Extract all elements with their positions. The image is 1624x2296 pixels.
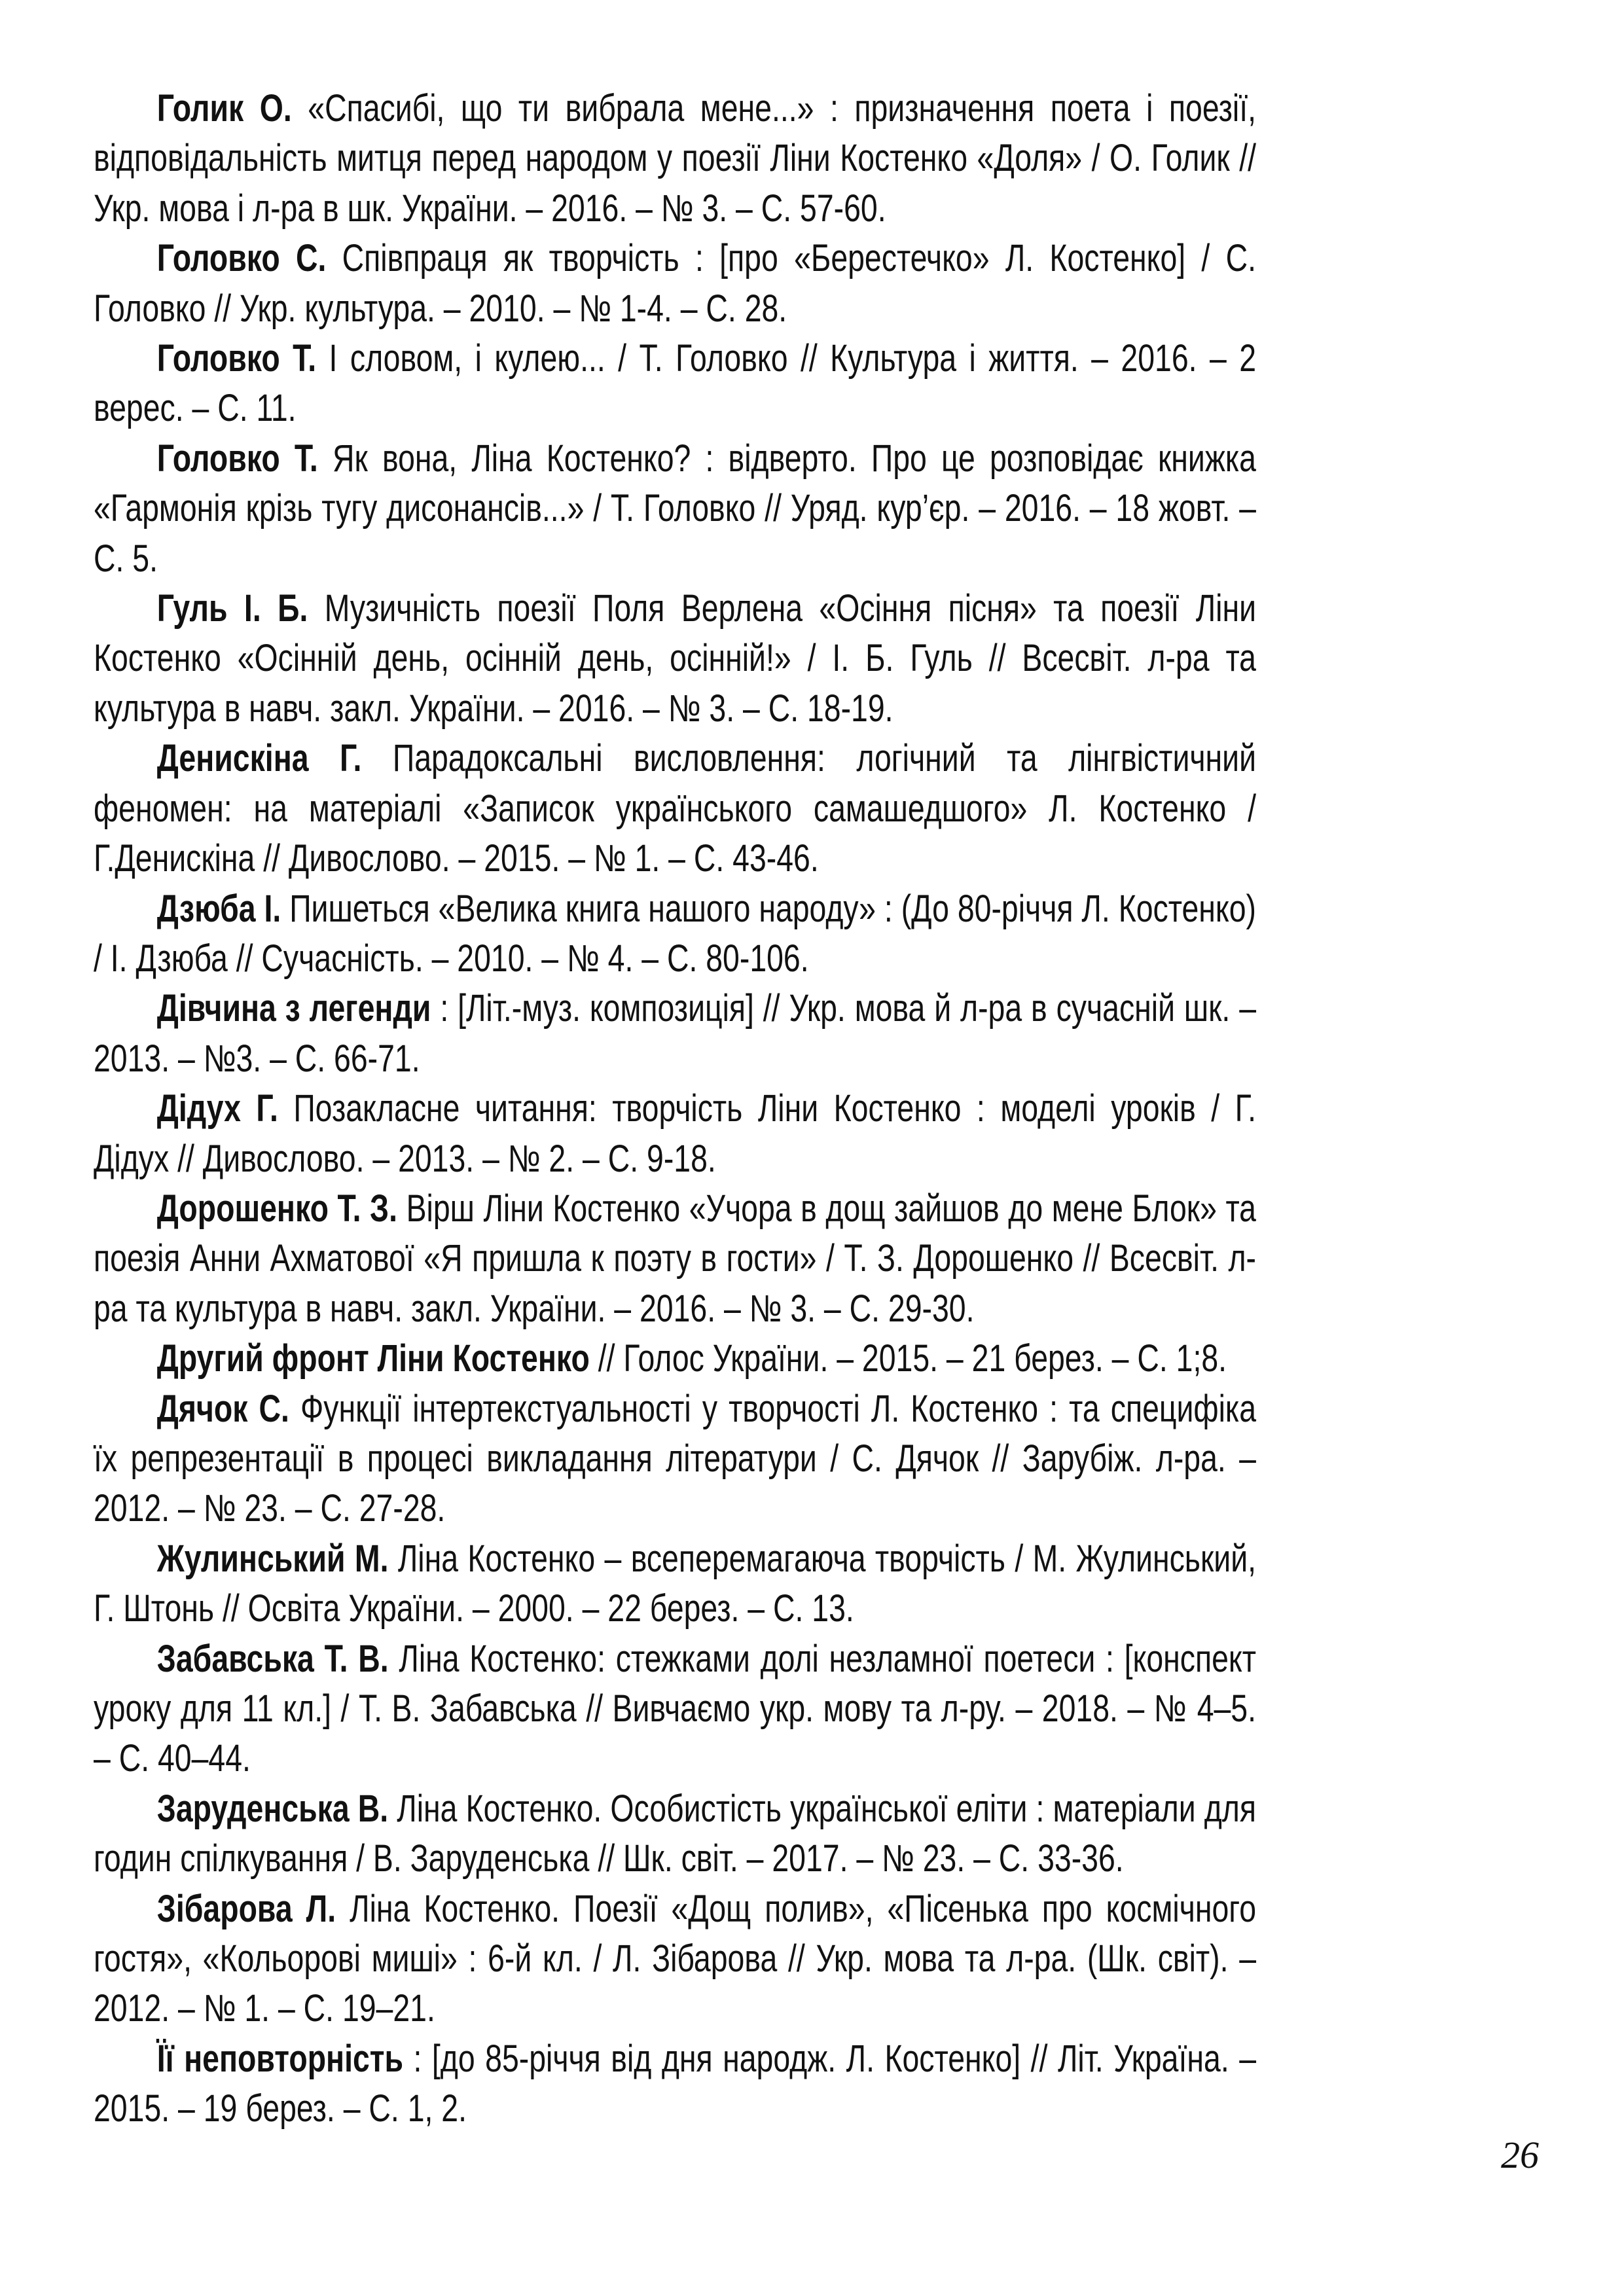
entry-text: Функції інтертекстуальності у творчості Л. Костенко : та специфіка їх репрезентації в процесі викладання літератури / С. Дячок // Зарубіж. л-ра. – 2012. – № 23. – С. 27-28. bbox=[94, 1387, 1257, 1530]
entry-text: : [до 85-річчя від дня народж. Л. Костенко] // Літ. Україна. – 2015. – 19 берез. – С. 1, 2. bbox=[94, 2037, 1256, 2130]
entry-text: Ліна Костенко – всеперемагаюча творчість / М. Жулинський, Г. Штонь // Освіта України. – 2000. – 22 берез. – С. 13. bbox=[94, 1537, 1256, 1630]
bibliography-entry bbox=[94, 584, 1256, 734]
bibliography-entry bbox=[94, 1784, 1256, 1884]
entry-author: Дзюба І. bbox=[156, 887, 281, 930]
bibliography-entry bbox=[94, 1384, 1256, 1534]
bibliography-list bbox=[94, 84, 1256, 2134]
entry-author: Другий фронт Ліни Костенко bbox=[156, 1337, 590, 1380]
page-number: 26 bbox=[1501, 2134, 1539, 2176]
entry-author: Дорошенко Т. З. bbox=[156, 1187, 398, 1230]
entry-author: Дячок С. bbox=[156, 1387, 289, 1430]
entry-text: : [Літ.-муз. композиція] // Укр. мова й л-ра в сучасній шк. – 2013. – №3. – С. 66-71. bbox=[94, 987, 1256, 1080]
bibliography-entry bbox=[94, 1884, 1256, 2034]
entry-author: Заруденська В. bbox=[156, 1787, 389, 1830]
bibliography-entry bbox=[94, 434, 1256, 584]
bibliography-entry bbox=[94, 234, 1256, 334]
entry-text: Парадоксальні висловлення: логічний та лінгвістичний феномен: на матеріалі «Записок українського самашедшого» Л. Костенко / Г.Денискіна // Дивослово. – 2015. – № 1. – С. 43-46. bbox=[94, 737, 1256, 880]
bibliography-entry bbox=[94, 84, 1256, 234]
bibliography-entry bbox=[94, 2034, 1256, 2134]
bibliography-entry bbox=[94, 884, 1256, 984]
bibliography-entry bbox=[94, 734, 1256, 884]
bibliography-entry bbox=[94, 1534, 1256, 1634]
bibliography-entry bbox=[94, 1084, 1256, 1184]
entry-text: Пишеться «Велика книга нашого народу» : (До 80-річчя Л. Костенко) / І. Дзюба // Сучасність. – 2010. – № 4. – С. 80-106. bbox=[94, 887, 1256, 980]
entry-text: Ліна Костенко. Особистість української еліти : матеріали для годин спілкування / В. Заруденська // Шк. світ. – 2017. – № 23. – С. 33-36. bbox=[94, 1787, 1257, 1880]
entry-author: Зібарова Л. bbox=[156, 1887, 336, 1930]
entry-text: Співпраця як творчість : [про «Берестечко» Л. Костенко] / С. Головко // Укр. культура. – 2010. – № 1-4. – С. 28. bbox=[94, 237, 1257, 330]
entry-author: Забавська Т. В. bbox=[156, 1637, 389, 1680]
bibliography-entry bbox=[94, 1634, 1256, 1784]
entry-author: Її неповторність bbox=[156, 2037, 404, 2080]
entry-text: І словом, і кулею... / Т. Головко // Культура і життя. – 2016. – 2 верес. – С. 11. bbox=[94, 337, 1256, 430]
entry-text: Позакласне читання: творчість Ліни Костенко : моделі уроків / Г. Дідух // Дивослово. – 2013. – № 2. – С. 9-18. bbox=[94, 1087, 1256, 1180]
bibliography-entry bbox=[94, 984, 1256, 1084]
entry-author: Денискіна Г. bbox=[156, 737, 362, 780]
entry-text: Ліна Костенко. Поезії «Дощ полив», «Пісенька про космічного гостя», «Кольорові миші» : 6-й кл. / Л. Зібарова // Укр. мова та л-ра. (Шк. світ). – 2012. – № 1. – С. 19–21. bbox=[94, 1887, 1256, 2030]
entry-text: Вірш Ліни Костенко «Учора в дощ зайшов до мене Блок» та поезія Анни Ахматової «Я пришла к поэту в гости» / Т. З. Дорошенко // Всесвіт. л-ра та культура в навч. закл. України. – 2016. – № 3. – С. 29-30. bbox=[94, 1187, 1256, 1330]
entry-text: Ліна Костенко: стежками долі незламної поетеси : [конспект уроку для 11 кл.] / Т. В. Забавська // Вивчаємо укр. мову та л-ру. – 2018. – № 4–5. – С. 40–44. bbox=[94, 1637, 1256, 1780]
entry-author: Дідух Г. bbox=[156, 1087, 278, 1130]
entry-text: // Голос України. – 2015. – 21 берез. – С. 1;8. bbox=[589, 1337, 1227, 1380]
entry-author: Гуль І. Б. bbox=[156, 587, 308, 630]
entry-author: Головко Т. bbox=[156, 337, 317, 380]
entry-text: Музичність поезії Поля Верлена «Осіння пісня» та поезії Ліни Костенко «Осінній день, осінній день, осінній!» / І. Б. Гуль // Всесвіт. л-ра та культура в навч. закл. України. – 2016. – № 3. – С. 18-19. bbox=[94, 587, 1257, 730]
bibliography-entry bbox=[94, 1184, 1256, 1334]
entry-text: «Спасибі, що ти вибрала мене...» : призначення поета і поезії, відповідальність митця перед народом у поезії Ліни Костенко «Доля» / О. Голик // Укр. мова і л-ра в шк. України. – 2016. – № 3. – С. 57-60. bbox=[94, 87, 1257, 230]
bibliography-entry bbox=[94, 1334, 1256, 1384]
entry-author: Жулинський М. bbox=[156, 1537, 389, 1580]
entry-author: Головко С. bbox=[156, 237, 327, 280]
entry-author: Голик О. bbox=[156, 87, 292, 130]
entry-author: Головко Т. bbox=[156, 437, 318, 480]
entry-author: Дівчина з легенди bbox=[156, 987, 431, 1030]
bibliography-entry bbox=[94, 334, 1256, 434]
entry-text: Як вона, Ліна Костенко? : відверто. Про це розповідає книжка «Гармонія крізь тугу дисонансів...» / Т. Головко // Уряд. кур’єр. – 2016. – 18 жовт. – С. 5. bbox=[94, 437, 1256, 580]
